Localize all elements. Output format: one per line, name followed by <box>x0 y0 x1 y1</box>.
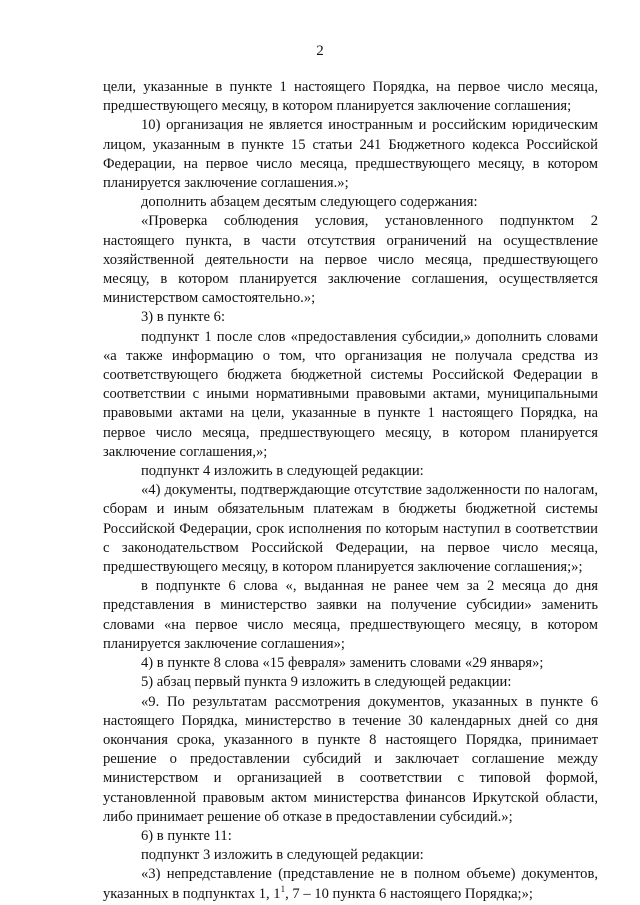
paragraph: «Проверка соблюдения условия, установленного подпунктом 2 настоящего пункта, в части отсутствия ограничений на осуществление хозяйственной деятельности на первое число месяца, предшествующего месяцу, в котором планируется заключение соглашения, осуществляется министерством самостоятельно.»; <box>103 213 598 307</box>
paragraph: в подпункте 6 слова «, выданная не ранее чем за 2 месяца до дня представления в министерство заявки на получение субсидии» заменить словами «на первое число месяца, предшествующего месяцу, в котором планируется заключение соглашения»; <box>103 578 598 652</box>
paragraph-last <box>103 865 598 903</box>
paragraph: 5) абзац первый пункта 9 изложить в следующей редакции: <box>141 674 512 691</box>
paragraph: «4) документы, подтверждающие отсутствие задолженности по налогам, сборам и иным обязательным платежам в бюджеты бюджетной системы Российской Федерации, срок исполнения по которым наступил в соответствии с законодательством Российской Федерации, на первое число месяца, предшествующего месяцу, в котором планируется заключение соглашения;»; <box>103 482 598 576</box>
document-body <box>103 78 598 904</box>
last-paragraph-part2: , 7 – 10 пункта 6 настоящего Порядка;»; <box>285 885 533 902</box>
paragraph: 6) в пункте 11: <box>141 827 232 844</box>
paragraph: дополнить абзацем десятым следующего содержания: <box>141 194 478 211</box>
page-number: 2 <box>316 43 324 59</box>
paragraph: 4) в пункте 8 слова «15 февраля» заменить словами «29 января»; <box>141 655 544 672</box>
paragraph: 10) организация не является иностранным и российским юридическим лицом, указанным в пункте 15 статьи 241 Бюджетного кодекса Российской Федерации, на первое число месяца, предшествующего месяцу, в котором планируется заключение соглашения.»; <box>103 117 598 192</box>
paragraph: подпункт 4 изложить в следующей редакции: <box>141 463 424 480</box>
paragraph: подпункт 1 после слов «предоставления субсидии,» дополнить словами «а также информацию о том, что организация не получала средства из соответствующего бюджета бюджетной системы Российской Федерации в соответствии с иными нормативными правовыми актами, муниципальными правовыми актами на цели, указанные в пункте 1 настоящего Порядка, на первое число месяца, предшествующего месяцу, в котором планируется заключение соглашения,»; <box>103 328 598 460</box>
paragraph: подпункт 3 изложить в следующей редакции: <box>141 847 424 864</box>
paragraph: 3) в пункте 6: <box>141 309 226 326</box>
last-paragraph-part1: «3) непредставление (представление не в полном объеме) документов, указанных в подпунктах 1, 1 <box>103 866 598 902</box>
paragraph: «9. По результатам рассмотрения документов, указанных в пункте 6 настоящего Порядка, министерство в течение 30 календарных дней со дня окончания срока, указанного в пункте 8 настоящего Порядка, принимает решение о предоставлении субсидий и заключает соглашение между министерством и организацией в соответствии с типовой формой, установленной правовым актом министерства финансов Иркутской области, либо принимает решение об отказе в предоставлении субсидий.»; <box>103 693 598 825</box>
superscript: 1 <box>280 883 286 894</box>
paragraph: цели, указанные в пункте 1 настоящего Порядка, на первое число месяца, предшествующего месяцу, в котором планируется заключение соглашения; <box>103 79 598 115</box>
